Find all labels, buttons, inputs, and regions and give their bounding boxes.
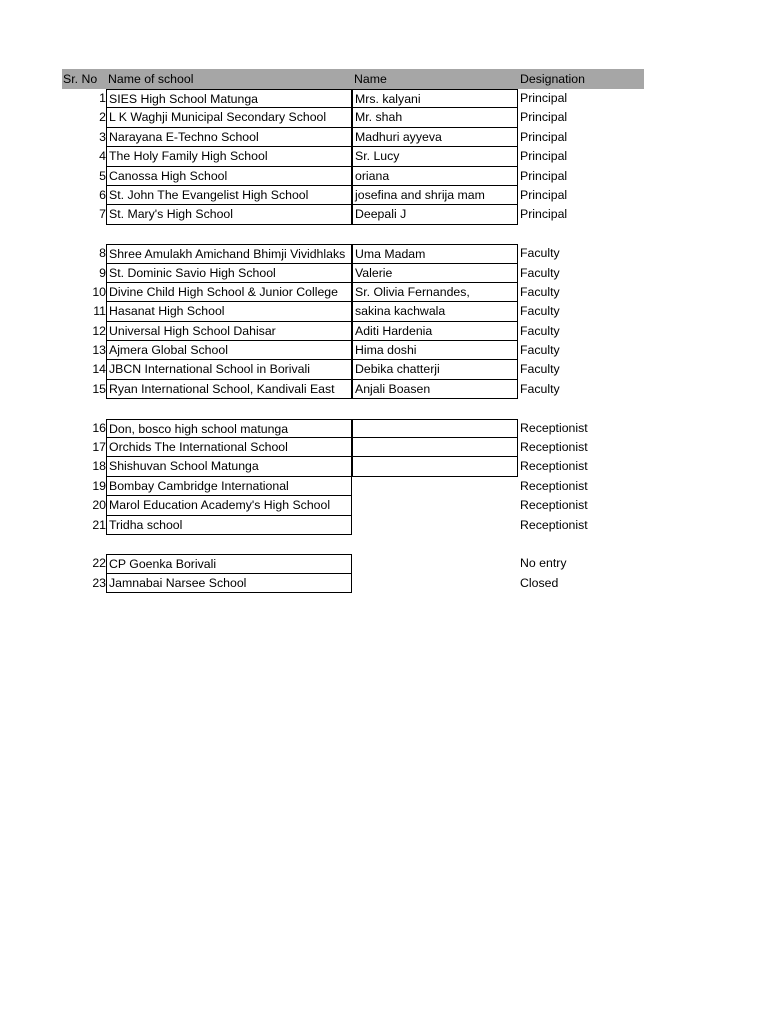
spacer-row xyxy=(62,399,644,418)
table-row xyxy=(62,108,644,127)
sr-no-cell: 5 xyxy=(99,168,106,183)
designation-cell: Principal xyxy=(520,91,568,105)
designation-cell: Faculty xyxy=(520,362,560,377)
school-cell: St. Dominic Savio High School xyxy=(106,264,352,283)
spacer-row xyxy=(62,225,644,244)
school-cell: Orchids The International School xyxy=(106,438,352,457)
table-row xyxy=(62,186,644,205)
table-row xyxy=(62,167,644,186)
table-row xyxy=(62,380,644,399)
school-cell: Shishuvan School Matunga xyxy=(106,457,352,476)
table-row xyxy=(62,341,644,360)
designation-cell: Faculty xyxy=(520,343,560,358)
sr-no-cell: 18 xyxy=(92,459,106,474)
school-cell: Divine Child High School & Junior College xyxy=(106,283,352,302)
table-row xyxy=(62,302,644,321)
sr-no-cell: 4 xyxy=(99,149,106,164)
sr-no-cell: 21 xyxy=(92,517,106,532)
table-row xyxy=(62,574,644,593)
sr-no-cell: 9 xyxy=(99,265,106,280)
contact-name-cell: Uma Madam xyxy=(352,244,518,263)
sr-no-cell: 20 xyxy=(92,498,106,513)
contact-name-cell: oriana xyxy=(352,167,518,186)
designation-cell: Principal xyxy=(520,168,568,183)
table-row xyxy=(62,554,644,573)
contact-name-cell: Aditi Hardenia xyxy=(352,322,518,341)
table-row xyxy=(62,457,644,476)
contact-name-cell: Anjali Boasen xyxy=(352,380,518,399)
designation-cell: Faculty xyxy=(520,284,560,299)
sr-no-cell: 19 xyxy=(92,478,106,493)
table-row xyxy=(62,147,644,166)
spacer-row xyxy=(62,535,644,554)
school-cell: St. John The Evangelist High School xyxy=(106,186,352,205)
sr-no-cell: 22 xyxy=(92,556,106,571)
contact-name-cell xyxy=(352,419,518,438)
school-cell: Shree Amulakh Amichand Bhimji Vividhlaks xyxy=(106,244,352,263)
designation-cell: Principal xyxy=(520,129,568,144)
designation-cell: No entry xyxy=(520,556,567,571)
contact-name-cell: Madhuri ayyeva xyxy=(352,128,518,147)
contact-name-cell xyxy=(352,554,518,573)
sr-no-cell: 14 xyxy=(92,362,106,377)
contact-name-cell xyxy=(352,496,518,515)
header-sr-no: Sr. No xyxy=(63,72,98,86)
sr-no-cell: 12 xyxy=(92,323,106,338)
designation-cell: Faculty xyxy=(520,304,560,319)
designation-cell: Faculty xyxy=(520,381,560,396)
sr-no-cell: 2 xyxy=(99,110,106,125)
contact-name-cell: Hima doshi xyxy=(352,341,518,360)
header-designation: Designation xyxy=(520,72,585,86)
contact-name-cell xyxy=(352,477,518,496)
table-row xyxy=(62,322,644,341)
sr-no-cell: 17 xyxy=(92,440,106,455)
school-cell: Don, bosco high school matunga xyxy=(106,419,352,438)
school-cell: Ryan International School, Kandivali East xyxy=(106,380,352,399)
sr-no-cell: 15 xyxy=(92,381,106,396)
sr-no-cell: 1 xyxy=(99,91,106,105)
contact-name-cell xyxy=(352,516,518,535)
table-row xyxy=(62,360,644,379)
sr-no-cell: 11 xyxy=(93,304,106,319)
table-row xyxy=(62,516,644,535)
sr-no-cell: 6 xyxy=(99,187,106,202)
designation-cell: Receptionist xyxy=(520,478,588,493)
table-row xyxy=(62,477,644,496)
school-cell: L K Waghji Municipal Secondary School xyxy=(106,108,352,127)
school-cell: CP Goenka Borivali xyxy=(106,554,352,573)
table-row xyxy=(62,283,644,302)
contact-name-cell: Sr. Lucy xyxy=(352,147,518,166)
table-row xyxy=(62,419,644,438)
sr-no-cell: 23 xyxy=(92,575,106,590)
table-row xyxy=(62,128,644,147)
contact-name-cell: Mrs. kalyani xyxy=(352,89,518,108)
designation-cell: Principal xyxy=(520,149,568,164)
designation-cell: Faculty xyxy=(520,323,560,338)
contact-name-cell: Valerie xyxy=(352,264,518,283)
contact-name-cell: Debika chatterji xyxy=(352,360,518,379)
school-cell: JBCN International School in Borivali xyxy=(106,360,352,379)
designation-cell: Receptionist xyxy=(520,517,588,532)
header-row xyxy=(62,69,644,89)
designation-cell: Faculty xyxy=(520,265,560,280)
designation-cell: Receptionist xyxy=(520,459,588,474)
sr-no-cell: 10 xyxy=(92,284,106,299)
designation-cell: Closed xyxy=(520,575,559,590)
table-row xyxy=(62,438,644,457)
contact-name-cell: sakina kachwala xyxy=(352,302,518,321)
school-cell: Canossa High School xyxy=(106,167,352,186)
designation-cell: Principal xyxy=(520,110,568,125)
designation-cell: Receptionist xyxy=(520,498,588,513)
school-cell: Ajmera Global School xyxy=(106,341,352,360)
school-cell: Universal High School Dahisar xyxy=(106,322,352,341)
header-school: Name of school xyxy=(108,72,194,86)
sr-no-cell: 16 xyxy=(92,420,106,435)
sr-no-cell: 3 xyxy=(99,129,106,144)
school-cell: Hasanat High School xyxy=(106,302,352,321)
table-row xyxy=(62,205,644,224)
school-cell: Marol Education Academy's High School xyxy=(106,496,352,515)
designation-cell: Receptionist xyxy=(520,420,588,435)
designation-cell: Faculty xyxy=(520,246,560,261)
contact-name-cell xyxy=(352,438,518,457)
sr-no-cell: 8 xyxy=(99,246,106,261)
table-row xyxy=(62,89,644,108)
school-cell: The Holy Family High School xyxy=(106,147,352,166)
designation-cell: Principal xyxy=(520,187,568,202)
table-row xyxy=(62,496,644,515)
school-cell: Bombay Cambridge International xyxy=(106,477,352,496)
contact-name-cell: Deepali J xyxy=(352,205,518,224)
contact-name-cell: Mr. shah xyxy=(352,108,518,127)
school-cell: Tridha school xyxy=(106,516,352,535)
sr-no-cell: 13 xyxy=(92,343,106,358)
designation-cell: Principal xyxy=(520,207,568,222)
contact-name-cell xyxy=(352,574,518,593)
contact-name-cell: Sr. Olivia Fernandes, xyxy=(352,283,518,302)
contact-name-cell xyxy=(352,457,518,476)
designation-cell: Receptionist xyxy=(520,440,588,455)
sr-no-cell: 7 xyxy=(99,207,106,222)
school-cell: Narayana E-Techno School xyxy=(106,128,352,147)
table-row xyxy=(62,244,644,263)
spreadsheet xyxy=(62,69,644,593)
table-row xyxy=(62,264,644,283)
school-cell: SIES High School Matunga xyxy=(106,89,352,108)
school-cell: St. Mary's High School xyxy=(106,205,352,224)
header-name: Name xyxy=(354,72,387,86)
contact-name-cell: josefina and shrija mam xyxy=(352,186,518,205)
table-body xyxy=(62,89,644,593)
school-cell: Jamnabai Narsee School xyxy=(106,574,352,593)
